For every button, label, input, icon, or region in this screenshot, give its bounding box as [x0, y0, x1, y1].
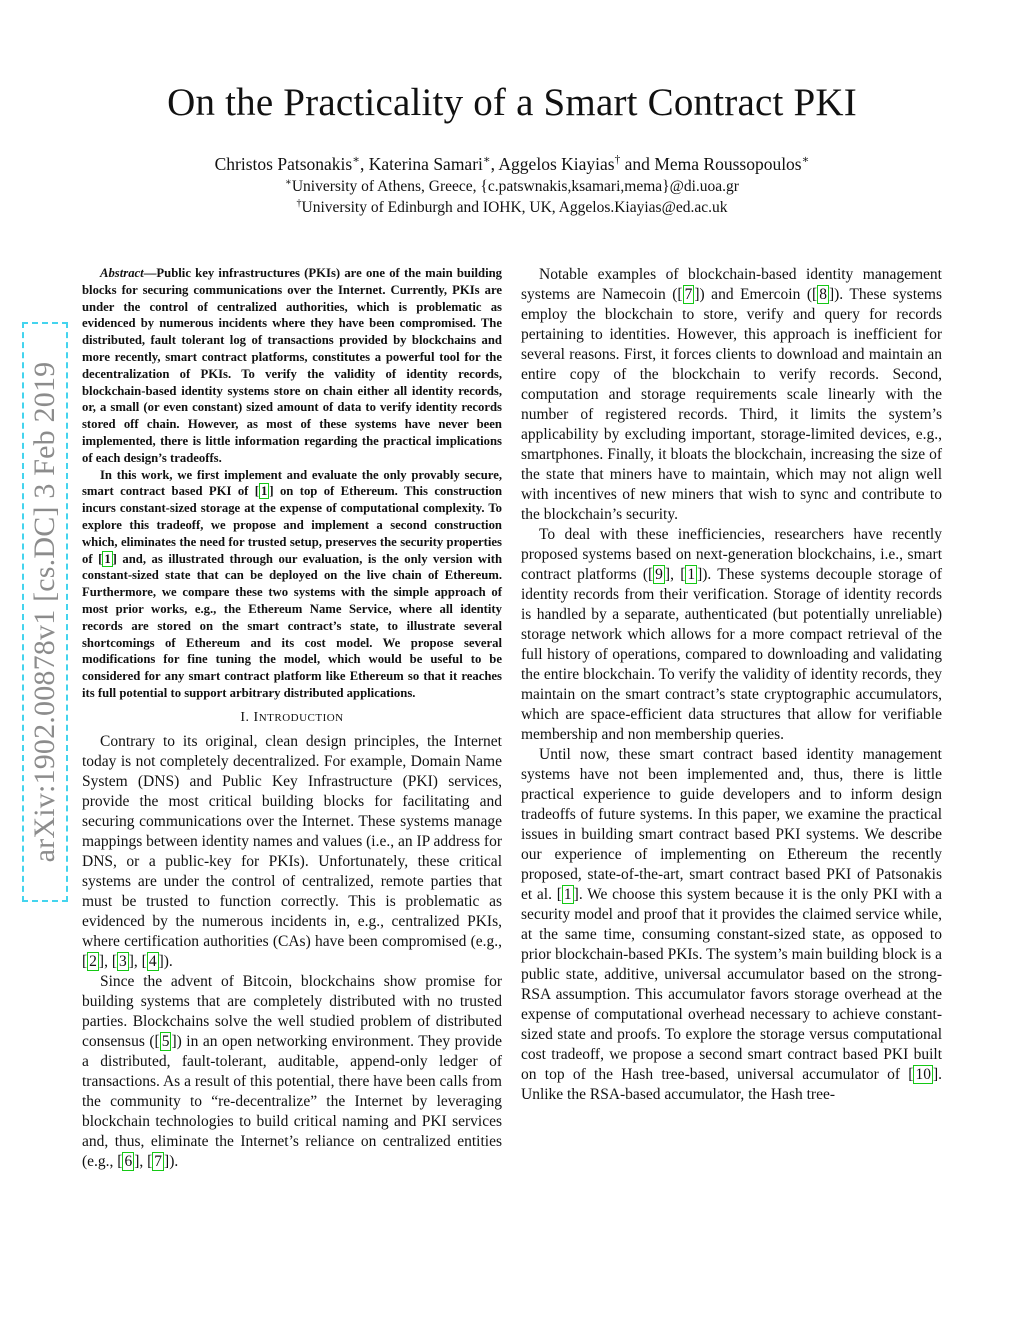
body-paragraph: To deal with these inefficiencies, researchers have recently proposed systems based on next-generation blockchains, i.e., smart contract platforms ([ 9 ], [ 1 ]). These systems decouple storage of identity records from their verification. Storage of identity records is handled by a separate, authenticated (but potentially unreliable) storage network which allows for a more compact retrieval of the full history of operations, compared to downloading and validating the entire blockchain. To verify the validity of identity records, they maintain on the smart contract’s state cryptographic accumulators, which are space-efficient data structures that allow for verifiable membership and non membership queries.	[521, 526, 943, 743]
citation-link[interactable]: 1	[563, 886, 572, 903]
citation-link[interactable]: 1	[104, 551, 111, 566]
author-list: Christos Patsonakis∗, Katerina Samari∗, Aggelos Kiayias† and Mema Roussopoulos∗	[214, 154, 810, 174]
citation-link[interactable]: 6	[124, 1152, 133, 1170]
abstract-paragraph: Abstract—Public key infrastructures (PKIs) are one of the main building blocks for securing communications over the Internet. Currently, PKIs are under the control of centralized authorities, which is problematic as evidenced by numerous incidents where they have been compromised. The distributed, fault tolerant log of transactions provided by blockchains and more recently, smart contract platforms, constitutes a powerful tool for the decentralization of PKIs. To verify the validity of identity records, blockchain-based identity systems store on chain either all identity records, or, a small (or even constant) sized amount of data to verify identity records stored off chain. However, as most of these systems have never been implemented, there is little information regarding the practical implications of each design’s tradeoffs.	[82, 266, 502, 465]
author-name: Mema Roussopoulos	[654, 154, 802, 174]
author-name: Katerina Samari	[368, 154, 483, 174]
section-heading-introduction: I. INTRODUCTION	[240, 709, 344, 725]
citation-link[interactable]: 7	[154, 1152, 163, 1170]
abstract-paragraph: In this work, we first implement and evaluate the only provably secure, smart contract based PKI of [ 1 ] on top of Ethereum. This construction incurs constant-sized storage at the expense of computational complexity. To explore this tradeoff, we propose and implement a second construction which, eliminates the need for trusted setup, preserves the security properties of [ 1 ] and, as illustrated through our evaluation, is the only version with constant-sized state that can be deployed on the live chain of Ethereum. Furthermore, we compare these two systems with the simple approach of most prior works, e.g., the Ethereum Name Service, where all identity records are stored on the smart contract’s state, to illustrate several shortcomings of Ethereum and its cost model. We propose several modifications for fine tuning the model, which would be useful to be considered for any smart contract platform like Ethereum so that it reaches its full potential to support arbitrary distributed applications.	[82, 467, 503, 700]
citation-link[interactable]: 1	[261, 484, 268, 499]
citation-link[interactable]: 4	[148, 952, 157, 970]
affiliation-edinburgh: †University of Edinburgh and IOHK, UK, Aggelos.Kiayias@ed.ac.uk	[296, 197, 728, 216]
paper-title: On the Practicality of a Smart Contract PKI	[167, 81, 857, 124]
citation-link[interactable]: 8	[819, 286, 827, 303]
left-column	[82, 265, 502, 1172]
body-paragraph: Contrary to its original, clean design principles, the Internet today is not completely decentralized. For example, Domain Name System (DNS) and Public Key Infrastructure (PKI) services, provide the most critical building blocks for facilitating and securing communications over the Internet. These systems manage mappings between identity names and values (i.e., an IP address for DNS, or a public-key for PKIs). Unfortunately, these critical systems are under the control of centralized, remote parties that must be trusted to function correctly. This is problematic as evidenced by the numerous incidents in, e.g., centralized PKIs, where certification authorities (CAs) have been compromised (e.g., [ 2 ], [ 3 ], [ 4 ]).	[82, 732, 502, 970]
affiliation-athens: ∗University of Athens, Greece, {c.patswnakis,ksamari,mema}@di.uoa.gr	[285, 176, 739, 195]
body-paragraph: Notable examples of blockchain-based identity management systems are Namecoin ([ 7 ]) and Emercoin ([ 8 ]). These systems employ the blockchain to store, verify and query for records pertaining to identities. However, this approach is inefficient for several reasons. First, it forces clients to download and maintain an entire copy of the blockchain to verify records. Second, computation and storage requirements scale linearly with the number of registered records. Third, it limits the system’s applicability by excluding important, storage-limited devices, e.g., smartphones. Finally, it bloats the blockchain, increasing the size of the state that miners have to maintain, which may not align well with incentives of new miners that wish to sync and contribute to the blockchain’s security.	[521, 266, 942, 523]
author-name: Aggelos Kiayias	[498, 154, 615, 174]
abstract-label: Abstract	[100, 266, 144, 280]
citation-link[interactable]: 9	[655, 566, 663, 583]
arxiv-identifier: arXiv:1902.00878v1 [cs.DC] 3 Feb 2019	[28, 361, 61, 863]
arxiv-stamp	[22, 322, 68, 902]
body-paragraph: Since the advent of Bitcoin, blockchains show promise for building systems that are completely distributed with no trusted parties. Blockchains solve the well studied problem of distributed consensus ([ 5 ]) in an open networking environment. They provide a distributed, fault-tolerant, auditable, append-only ledger of transactions. As a result of this potential, there have been calls from the community to “re-decentralize” the Internet by leveraging blockchain technologies to build critical naming and PKI services and, thus, eliminate the Internet’s reliance on centralized entities (e.g., [ 6 ], [ 7 ]).	[82, 972, 502, 1170]
citation-link[interactable]: 10	[915, 1066, 931, 1083]
citation-link[interactable]: 1	[687, 566, 696, 583]
right-column	[521, 265, 942, 1105]
citation-link[interactable]: 2	[89, 952, 97, 970]
author-name: Christos Patsonakis	[214, 154, 353, 174]
body-paragraph: Until now, these smart contract based identity management systems have not been implemented and, thus, there is little practical experience to guide developers and to inform design tradeoffs of future systems. In this paper, we examine the practical issues in building smart contract based PKI systems. We describe our experience of implementing on Ethereum the recently proposed, state-of-the-art, smart contract based PKI of Patsonakis et al. [ 1 ]. We choose this system because it is the only PKI with a security model and proof that it provides the claimed service while, at the same time, consuming constant-sized state, as opposed to prior blockchain-based PKIs. The system’s main building block is a public state, additive, universal accumulator based on the strong-RSA assumption. This accumulator favors storage overhead at the expense of computational overhead necessary to achieve constant-sized state and proofs. To explore the storage versus computational cost tradeoff, we propose a second smart contract based PKI built on top of the Hash tree-based, universal accumulator of [ 10 ]. Unlike the RSA-based accumulator, the Hash tree-	[521, 746, 942, 1103]
citation-link[interactable]: 7	[684, 286, 693, 303]
citation-link[interactable]: 3	[119, 952, 127, 970]
citation-link[interactable]: 5	[161, 1032, 170, 1050]
